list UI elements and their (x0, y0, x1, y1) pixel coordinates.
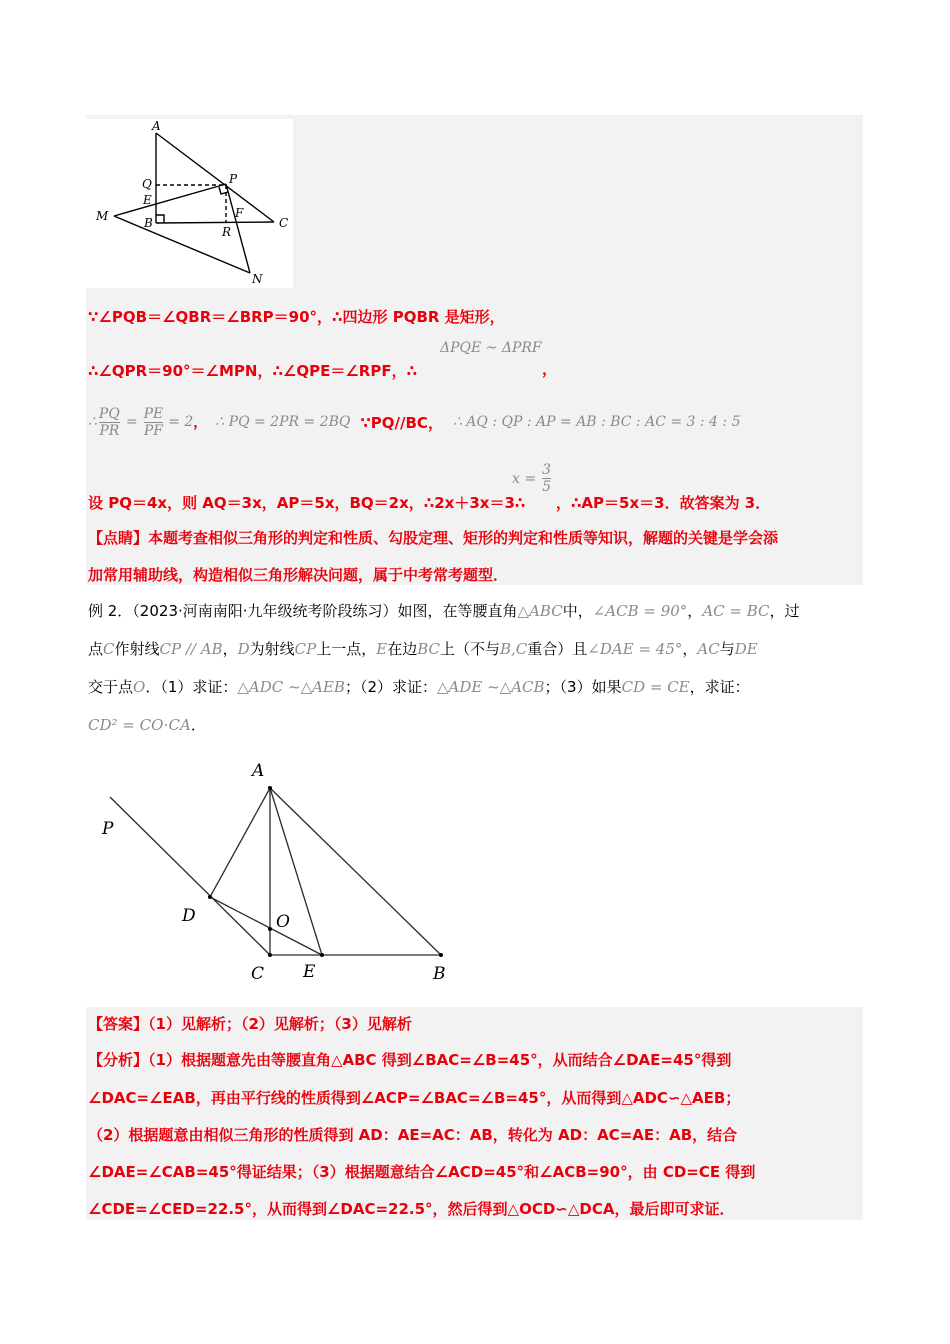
fig2-label-o: O (276, 912, 290, 932)
key-point-line-2: 加常用辅助线，构造相似三角形解决问题，属于中考常考题型． (88, 566, 509, 584)
solution-line-1: ∵∠PQB＝∠QBR＝∠BRP＝90°，∴四边形 PQBR 是矩形， (88, 308, 505, 326)
fig1-label-c: C (279, 216, 289, 230)
analysis-line-2: ∠DAC=∠EAB，再由平行线的性质得到∠ACP=∠BAC=∠B=45°，从而得到△ADC∽△AEB； (88, 1089, 741, 1107)
fig2-label-p: P (102, 819, 114, 839)
analysis-line-5: ∠CDE=∠CED=22.5°，从而得到∠DAC=22.5°，然后得到△OCD∽△DCA，最后即可求证． (88, 1200, 735, 1218)
key-point-line-1: 【点睛】本题考查相似三角形的判定和性质、勾股定理、矩形的判定和性质等知识，解题的关键是学会添 (88, 529, 779, 547)
fig1-label-f: F (235, 206, 244, 220)
ratio-equals-two: = 2 (168, 414, 194, 430)
fig1-label-e: E (143, 193, 152, 207)
example-2-line-1: 例 2．（2023·河南南阳·九年级统考阶段练习）如图，在等腰直角△ABC中，∠ACB = 90°，AC = BC，过 (88, 602, 800, 620)
solution-line-4b: ，∴AP＝5x＝3．故答案为 3． (556, 494, 771, 512)
answer-line: 【答案】（1）见解析；（2）见解析；（3）见解析 (88, 1015, 412, 1033)
fig1-label-n: N (252, 272, 263, 286)
therefore-symbol: ∴ (88, 414, 97, 430)
analysis-line-4: ∠DAE=∠CAB=45°得证结果；（3）根据题意结合∠ACD=45°和∠ACB=90°，由 CD=CE 得到 (88, 1163, 756, 1181)
fig2-label-a: A (252, 761, 265, 781)
fig2-label-c: C (251, 964, 265, 984)
fig2-label-b: B (433, 964, 446, 984)
parallel-statement: ∵PQ//BC， (360, 413, 443, 432)
fig1-label-q: Q (142, 177, 152, 191)
figure-1 (86, 119, 293, 288)
example-2-line-3: 交于点O．（1）求证：△ADC ~△AEB；（2）求证：△ADE ~△ACB；（3）如果CD = CE，求证： (88, 678, 750, 696)
solution-line-4a: 设 PQ＝4x，则 AQ＝3x，AP＝5x，BQ＝2x，∴2x＋3x＝3∴ (88, 494, 526, 512)
pq-relation: ∴ PQ = 2PR = 2BQ (215, 414, 351, 430)
x-value-fraction: x = $\frac{3}{5}$ (512, 462, 551, 495)
solution-line-2-comma: ， (542, 360, 558, 378)
solution-line-2: ∴∠QPR＝90°＝∠MPN，∴∠QPE＝∠RPF，∴ (88, 362, 418, 380)
solution-line-3: ∴ $\frac{PQ}{PR}$ = $\frac{PE}{PF}$ = 2 ， ∴ PQ = 2PR = 2BQ ∵PQ//BC， ∴ AQ : QP : AP = AB : BC : AC = 3 : 4 : 5 (88, 405, 741, 439)
fig2-label-d: D (182, 906, 196, 926)
fig1-label-r: R (222, 225, 232, 239)
analysis-line-3: （2）根据题意由相似三角形的性质得到 AD：AE=AC：AB，转化为 AD：AC=AE：AB，结合 (88, 1126, 738, 1144)
analysis-line-1: 【分析】（1）根据题意先由等腰直角△ABC 得到∠BAC=∠B=45°，从而结合∠DAE=45°得到 (88, 1051, 732, 1069)
ratio-chain: ∴ AQ : QP : AP = AB : BC : AC = 3 : 4 : 5 (452, 414, 741, 430)
ratio-pe-pf: $\frac{PE}{PF}$ (143, 405, 164, 439)
fig1-label-p: P (229, 172, 238, 186)
fig1-label-b: B (144, 216, 153, 230)
answer-block-background (86, 1007, 863, 1220)
example-2-line-2: 点C作射线CP // AB，D为射线CP上一点，E在边BC上（不与B,C重合）且∠DAE = 45°，AC与DE (88, 640, 758, 658)
example-2-line-4: CD² = CO⋅CA． (88, 716, 206, 734)
fig1-label-a: A (152, 119, 161, 133)
fig2-label-e: E (303, 962, 316, 982)
figure-2 (90, 755, 460, 990)
ratio-pq-pr: $\frac{PQ}{PR}$ (98, 405, 120, 439)
similar-triangles-expr: ΔPQE ~ ΔPRF (440, 340, 542, 356)
fig1-label-m: M (96, 209, 109, 223)
